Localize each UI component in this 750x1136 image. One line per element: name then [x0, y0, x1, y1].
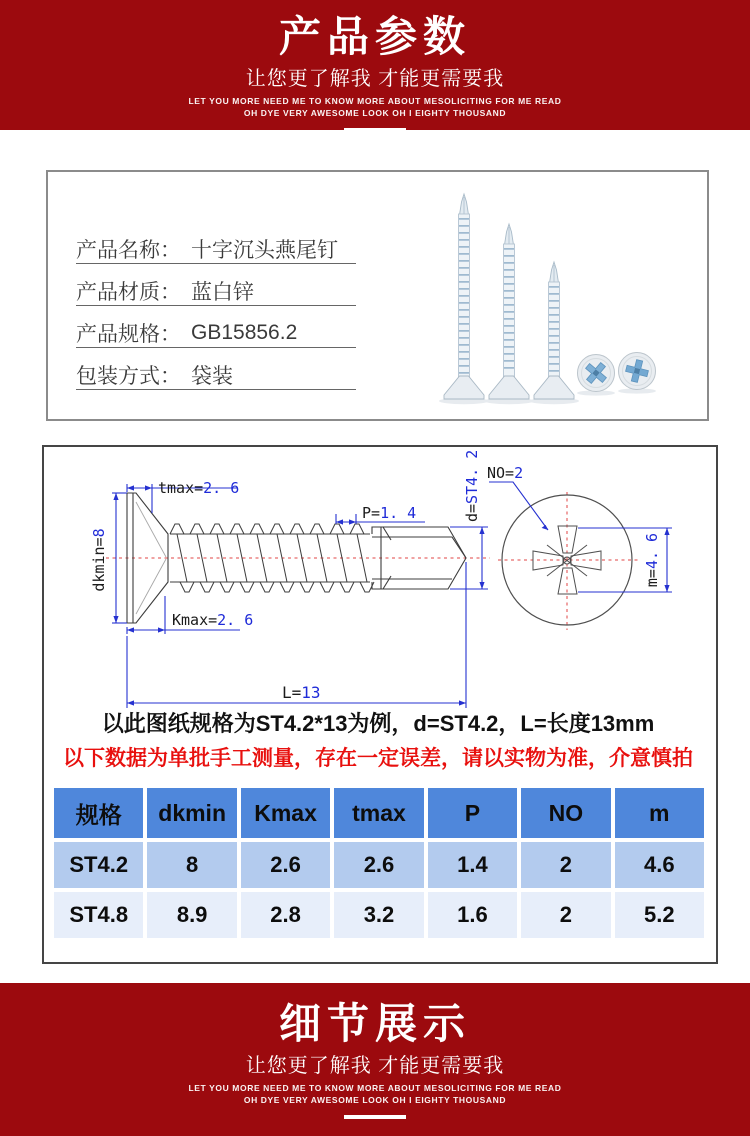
table-header-cell: tmax	[334, 788, 423, 838]
technical-drawing	[44, 447, 712, 719]
screw-head-disc-1	[578, 355, 615, 392]
technical-drawing-box	[42, 445, 718, 964]
dim-m: m=4. 6	[643, 532, 661, 588]
spec-label: 产品名称：	[76, 239, 181, 262]
table-cell: 2.8	[241, 892, 330, 938]
table-cell: ST4.2	[54, 842, 143, 888]
table-cell: 5.2	[615, 892, 704, 938]
table-cell: 4.6	[615, 842, 704, 888]
footer-en-line1: LET YOU MORE NEED ME TO KNOW MORE ABOUT MESOLICITING FOR ME READ	[188, 1083, 562, 1093]
table-header-cell: NO	[521, 788, 610, 838]
spec-value: 十字沉头燕尾钉	[191, 239, 338, 262]
screw-small	[534, 262, 574, 399]
dim-d: d=ST4. 2	[463, 449, 481, 522]
screw-large	[444, 194, 484, 399]
table-cell: 1.4	[428, 842, 517, 888]
dim-p: P=1. 4	[362, 504, 417, 522]
footer-banner	[0, 983, 750, 1136]
dim-no: NO=2	[487, 464, 524, 482]
table-cell: 1.6	[428, 892, 517, 938]
product-info-box	[46, 170, 709, 421]
spec-label: 产品规格：	[76, 323, 181, 346]
measurement-warning-note: 以下数据为单批手工测量，存在一定误差，请以实物为准，介意慎拍	[63, 747, 693, 770]
spec-row-standard	[76, 319, 356, 348]
footer-title: 细节展示	[278, 1000, 471, 1047]
header-underline-bar	[344, 128, 406, 132]
table-cell: 8	[147, 842, 236, 888]
footer-underline-bar	[344, 1115, 406, 1119]
spec-row-packaging	[76, 361, 356, 390]
table-cell: 3.2	[334, 892, 423, 938]
dim-tmax: tmax=2. 6	[158, 479, 240, 497]
header-en-line2: OH DYE VERY AWESOME LOOK OH I EIGHTY THOUSAND	[243, 108, 507, 118]
spec-row-material	[76, 277, 356, 306]
table-cell: ST4.8	[54, 892, 143, 938]
footer-en-line2: OH DYE VERY AWESOME LOOK OH I EIGHTY THOUSAND	[243, 1095, 507, 1105]
dim-dkmin: dkmin=8	[90, 528, 108, 592]
product-photo	[430, 178, 702, 416]
spec-label: 产品材质：	[76, 281, 181, 304]
dim-l: L=13	[282, 683, 321, 702]
header-banner	[0, 0, 750, 130]
spec-value: GB15856.2	[191, 321, 298, 344]
header-subtitle: 让您更了解我 才能更需要我	[245, 68, 505, 90]
table-cell: 2	[521, 842, 610, 888]
table-cell: 8.9	[147, 892, 236, 938]
table-header-cell: P	[428, 788, 517, 838]
page-title: 产品参数	[278, 13, 471, 60]
table-cell: 2.6	[241, 842, 330, 888]
spec-row-name	[76, 235, 356, 264]
table-cell: 2.6	[334, 842, 423, 888]
drawing-example-note: 以此图纸规格为ST4.2*13为例，d=ST4.2，L=长度13mm	[101, 711, 655, 736]
spec-value: 蓝白锌	[191, 281, 254, 304]
spec-label: 包装方式：	[76, 365, 181, 388]
screw-medium	[489, 224, 529, 399]
spec-table	[54, 788, 704, 938]
table-header-cell: dkmin	[147, 788, 236, 838]
table-header-cell: Kmax	[241, 788, 330, 838]
table-cell: 2	[521, 892, 610, 938]
footer-subtitle: 让您更了解我 才能更需要我	[245, 1055, 505, 1077]
header-en-line1: LET YOU MORE NEED ME TO KNOW MORE ABOUT MESOLICITING FOR ME READ	[188, 96, 562, 106]
spec-value: 袋装	[191, 365, 233, 388]
dimension-labels	[90, 450, 661, 702]
table-header-cell: 规格	[54, 788, 143, 838]
dim-kmax: Kmax=2. 6	[172, 611, 254, 629]
screw-head-disc-2	[619, 353, 656, 390]
table-header-cell: m	[615, 788, 704, 838]
